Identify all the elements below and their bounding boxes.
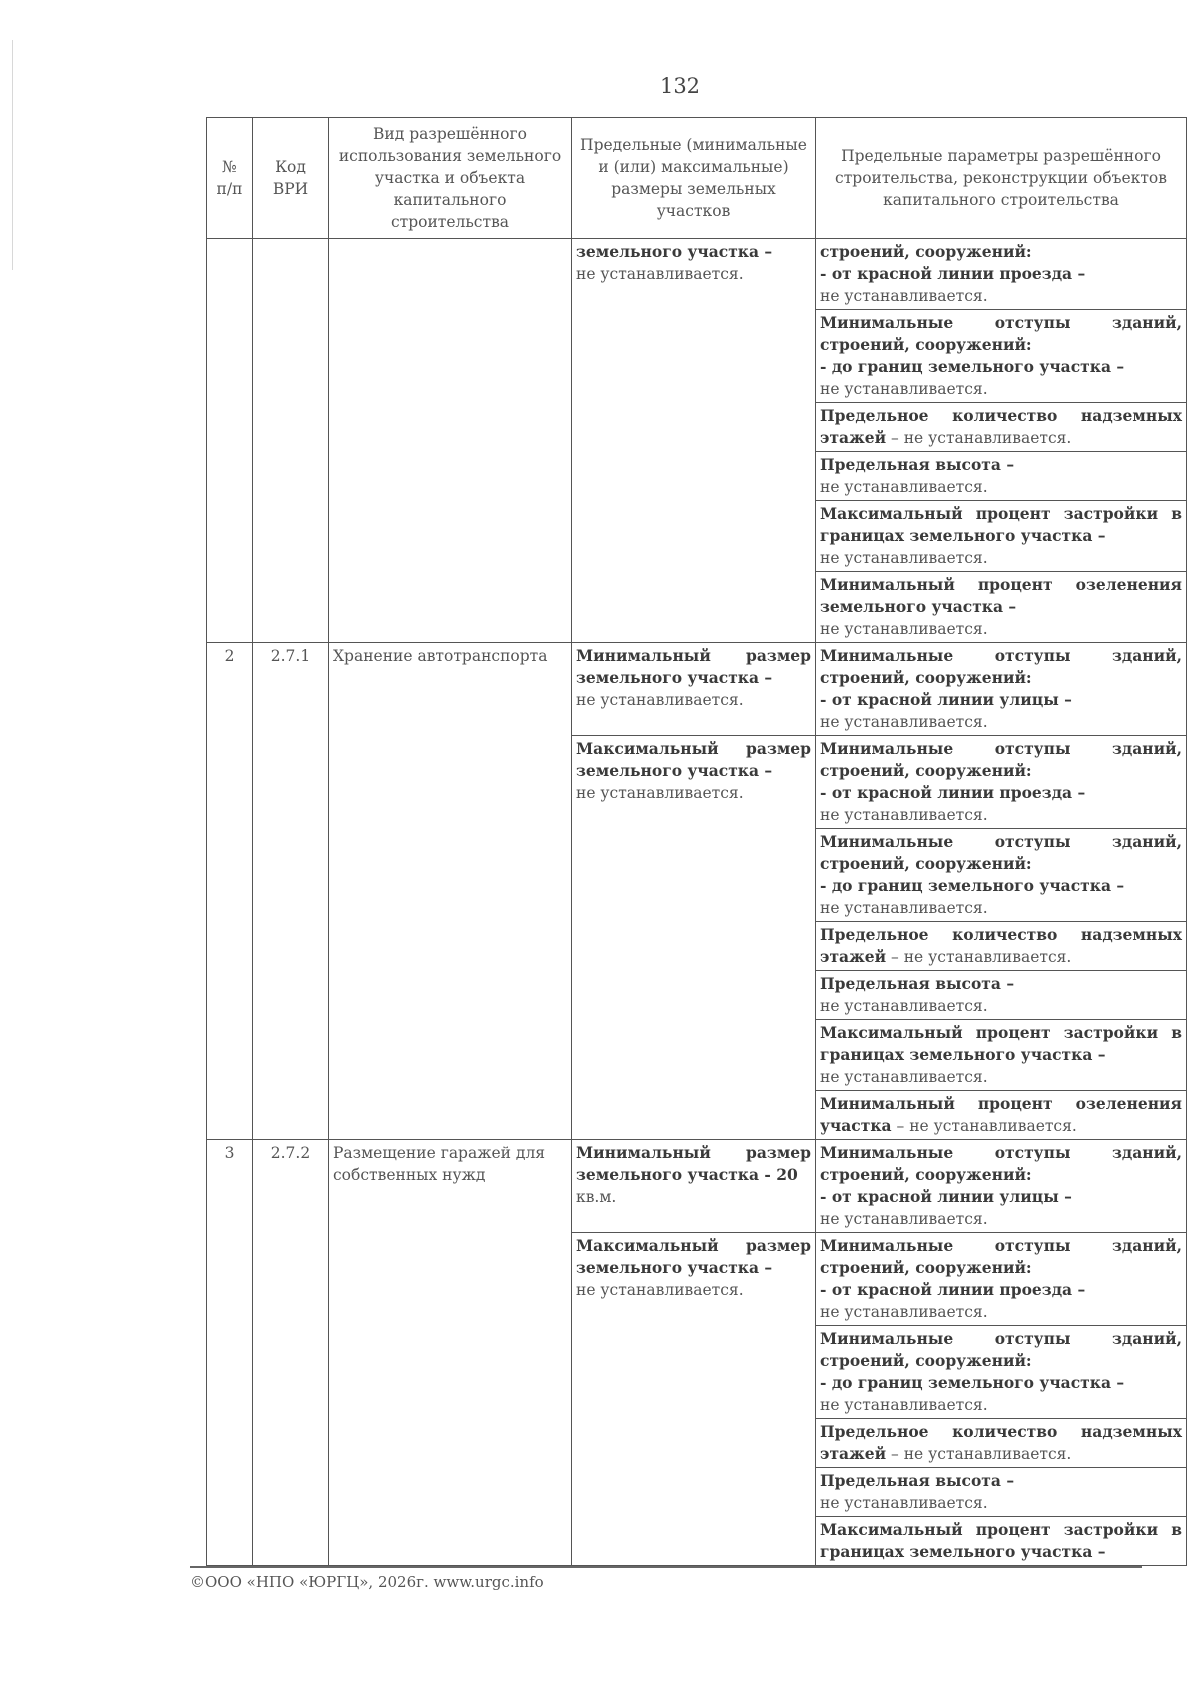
param-cell — [816, 1326, 1187, 1419]
regulations-table-wrap — [206, 117, 1186, 1566]
table-header-row — [207, 118, 1187, 239]
param-cell — [816, 643, 1187, 736]
param-cell — [816, 971, 1187, 1020]
param-bold: Максимальный процент застройки в границах земельного участка – — [820, 504, 1182, 545]
param-cell — [816, 403, 1187, 452]
row3-size-min — [572, 1140, 816, 1233]
param-cell — [816, 1233, 1187, 1326]
cont-size-cell — [572, 239, 816, 643]
param-cell — [816, 452, 1187, 501]
row2-use: Хранение автотранспорта — [329, 643, 572, 1140]
param-plain: не устанавливается. — [820, 713, 988, 731]
param-plain: не устанавливается. — [820, 1303, 988, 1321]
param-bold: Минимальные отступы зданий, строений, сооружений: — [820, 1329, 1182, 1370]
param-bold: Предельная высота – — [820, 455, 1015, 474]
param-plain: не устанавливается. — [820, 997, 988, 1015]
param-cell — [816, 1468, 1187, 1517]
param-plain: не устанавливается. — [820, 899, 988, 917]
param-plain: не устанавливается. — [820, 549, 988, 567]
param-cell — [816, 829, 1187, 922]
row2-code: 2.7.1 — [253, 643, 329, 1140]
param-bold2: - от красной линии проезда – — [820, 783, 1086, 802]
cont-code-cell — [253, 239, 329, 643]
param-plain: – не устанавливается. — [891, 1117, 1077, 1135]
param-plain: не устанавливается. — [820, 1494, 988, 1512]
param-plain: не устанавливается. — [820, 287, 988, 305]
cont-size-plain: не устанавливается. — [576, 265, 744, 283]
param-plain: не устанавливается. — [820, 806, 988, 824]
row3-code: 2.7.2 — [253, 1140, 329, 1566]
param-bold: Минимальный процент озеленения участка — [820, 1094, 1182, 1135]
param-cell — [816, 1140, 1187, 1233]
param-cell — [816, 1091, 1187, 1140]
row3-size-max — [572, 1233, 816, 1566]
param-bold: Предельная высота – — [820, 1471, 1015, 1490]
header-use: Вид разрешённого использования земельного участка и объекта капитального строительства — [329, 118, 572, 239]
param-cell — [816, 1517, 1187, 1566]
param-bold: Предельное количество надземных этажей — [820, 406, 1182, 447]
param-cell — [816, 310, 1187, 403]
param-cell — [816, 1020, 1187, 1091]
param-cell — [816, 736, 1187, 829]
param-bold2: - от красной линии улицы – — [820, 1187, 1072, 1206]
param-cell — [816, 572, 1187, 643]
row2-num: 2 — [207, 643, 253, 1140]
row3-use: Размещение гаражей для собственных нужд — [329, 1140, 572, 1566]
header-num: № п/п — [207, 118, 253, 239]
param-cell — [816, 239, 1187, 310]
param-bold2: - до границ земельного участка – — [820, 1373, 1125, 1392]
size-min-bold: Минимальный размер земельного участка - 20 — [576, 1143, 811, 1184]
header-params: Предельные параметры разрешённого строительства, реконструкции объектов капитального строительства — [816, 118, 1187, 239]
param-plain: – не устанавливается. — [886, 948, 1072, 966]
header-size: Предельные (минимальные и (или) максимальные) размеры земельных участков — [572, 118, 816, 239]
param-cell — [816, 1419, 1187, 1468]
param-plain: не устанавливается. — [820, 1210, 988, 1228]
size-min-plain: кв.м. — [576, 1188, 617, 1206]
param-bold: Минимальные отступы зданий, строений, сооружений: — [820, 1236, 1182, 1277]
param-bold: Минимальные отступы зданий, строений, сооружений: — [820, 1143, 1182, 1184]
size-max-bold: Максимальный размер земельного участка – — [576, 1236, 811, 1277]
param-cell — [816, 501, 1187, 572]
param-bold2: - до границ земельного участка – — [820, 357, 1125, 376]
param-bold2: - от красной линии улицы – — [820, 690, 1072, 709]
table-row — [207, 239, 1187, 310]
param-plain: не устанавливается. — [820, 1068, 988, 1086]
param-bold: Минимальные отступы зданий, строений, сооружений: — [820, 646, 1182, 687]
param-plain: не устанавливается. — [820, 478, 988, 496]
param-bold2: - от красной линии проезда – — [820, 1280, 1086, 1299]
param-bold2: - до границ земельного участка – — [820, 876, 1125, 895]
size-max-plain: не устанавливается. — [576, 784, 744, 802]
param-plain: не устанавливается. — [820, 1396, 988, 1414]
param-bold: Минимальный процент озеленения земельного участка – — [820, 575, 1182, 616]
param-bold: Максимальный процент застройки в границах земельного участка – — [820, 1520, 1182, 1561]
param-bold: Предельное количество надземных этажей — [820, 1422, 1182, 1463]
row2-size-min — [572, 643, 816, 736]
param-bold: Предельная высота – — [820, 974, 1015, 993]
param-bold: строений, сооружений: — [820, 242, 1032, 261]
param-bold: Предельное количество надземных этажей — [820, 925, 1182, 966]
row3-num: 3 — [207, 1140, 253, 1566]
cont-use-cell — [329, 239, 572, 643]
size-min-plain: не устанавливается. — [576, 691, 744, 709]
cont-size-bold: земельного участка – — [576, 242, 773, 261]
table-row — [207, 1140, 1187, 1233]
param-bold: Минимальные отступы зданий, строений, сооружений: — [820, 832, 1182, 873]
param-plain: – не устанавливается. — [886, 429, 1072, 447]
row2-size-max — [572, 736, 816, 1140]
page-number: 132 — [659, 74, 701, 98]
param-bold: Минимальные отступы зданий, строений, сооружений: — [820, 739, 1182, 780]
param-bold: Максимальный процент застройки в границах земельного участка – — [820, 1023, 1182, 1064]
param-plain: не устанавливается. — [820, 620, 988, 638]
param-bold: Минимальные отступы зданий, строений, сооружений: — [820, 313, 1182, 354]
param-bold2: - от красной линии проезда – — [820, 264, 1086, 283]
cont-num-cell — [207, 239, 253, 643]
size-max-plain: не устанавливается. — [576, 1281, 744, 1299]
param-cell — [816, 922, 1187, 971]
footer-divider — [190, 1566, 1142, 1568]
table-row — [207, 643, 1187, 736]
regulations-table — [206, 117, 1187, 1566]
size-max-bold: Максимальный размер земельного участка – — [576, 739, 811, 780]
param-plain: – не устанавливается. — [886, 1445, 1072, 1463]
param-plain: не устанавливается. — [820, 380, 988, 398]
size-min-bold: Минимальный размер земельного участка – — [576, 646, 811, 687]
header-code: Код ВРИ — [253, 118, 329, 239]
footer-copyright: ©ООО «НПО «ЮРГЦ», 2026г. www.urgc.info — [190, 1573, 544, 1591]
